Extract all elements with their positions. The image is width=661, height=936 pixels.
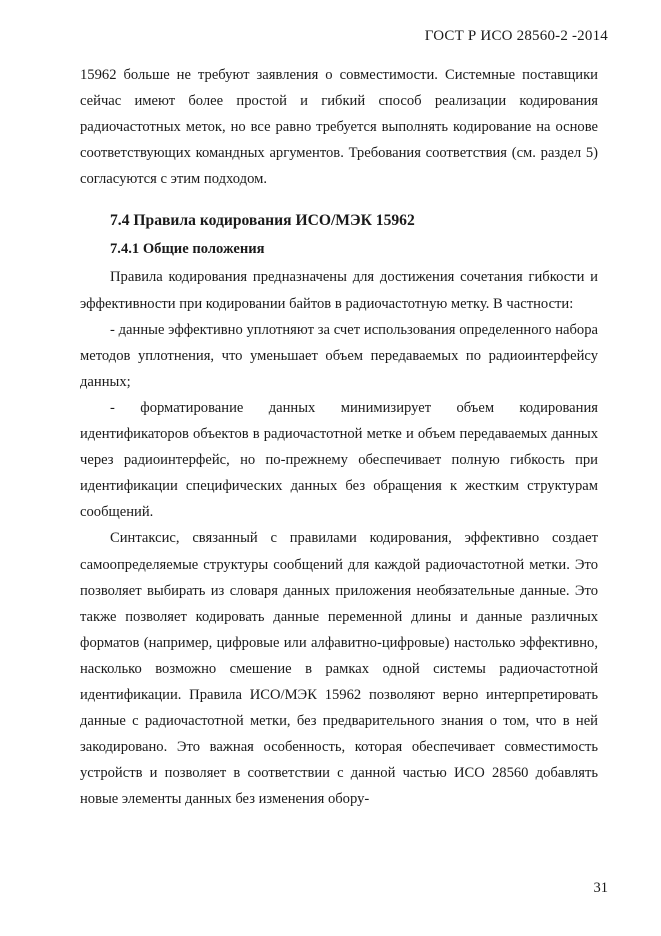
page-content <box>80 62 598 812</box>
page-number: 31 <box>593 880 608 896</box>
paragraph-syntax: Синтаксис, связанный с правилами кодирования, эффективно создает самоопределяемые структуры сообщений для каждой радиочастотной метки. Это позволяет выбирать из словаря данных приложения необязательные данные. Это также позволяет кодировать данные переменной длины и данные различных форматов (например, цифровые или алфавитно-цифровые) настолько эффективно, насколько возможно смешение в рамках одной системы радиочастотной идентификации. Правила ИСО/МЭК 15962 позволяют верно интерпретировать данные с радиочастотной метки, без предварительного знания о том, что в ней закодировано. Это важная особенность, которая обеспечивает совместимость устройств и позволяет в соответствии с данной частью ИСО 28560 добавлять новые элементы данных без изменения обору- <box>80 530 598 808</box>
subsection-heading: 7.4.1 Общие положения <box>110 241 265 258</box>
list-item-compression: - данные эффективно уплотняют за счет использования определенного набора методов уплотнения, что уменьшает объем передаваемых по радиоинтерфейсу данных; <box>80 321 598 390</box>
section-heading: 7.4 Правила кодирования ИСО/МЭК 15962 <box>110 212 415 230</box>
list-item-formatting: - форматирование данных минимизирует объем кодирования идентификаторов объектов в радиочастотной метке и объем передаваемых данных через радиоинтерфейс, но по-прежнему обеспечивает полную гибкость при идентификации специфических данных без обращения к жестким структурам сообщений. <box>80 399 598 521</box>
document-code-header: ГОСТ Р ИСО 28560-2 -2014 <box>424 28 608 44</box>
paragraph-intro: 15962 больше не требуют заявления о совместимости. Системные поставщики сейчас имеют более простой и гибкий способ реализации кодирования радиочастотных меток, но все равно требуется выполнять кодирование на основе соответствующих командных аргументов. Требования соответствия (см. раздел 5) согласуются с этим подходом. <box>80 67 598 188</box>
paragraph-rules: Правила кодирования предназначены для достижения сочетания гибкости и эффективности при кодировании байтов в радиочастотную метку. В частности: <box>80 269 598 312</box>
